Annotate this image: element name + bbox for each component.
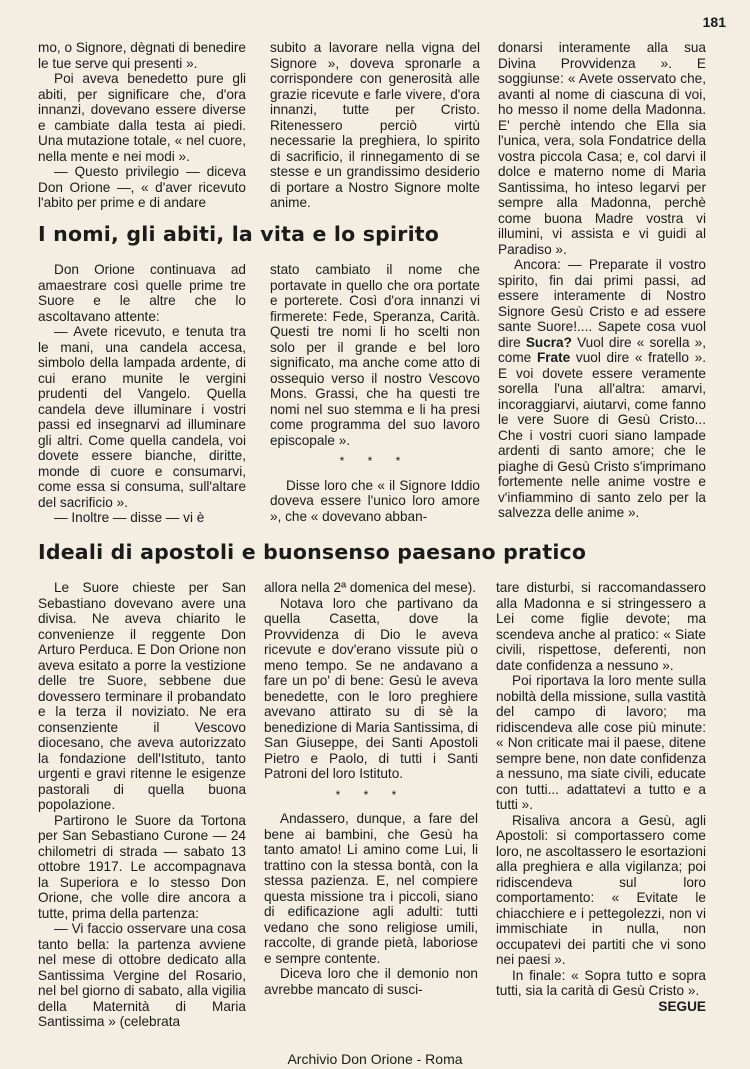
paragraph: Diceva loro che il demonio non avrebbe mancato di susci- <box>264 966 478 997</box>
paragraph <box>498 257 706 521</box>
text-run: Ancora: — Preparate il vostro spirito, fin dai primi passi, ad essere interamente di Nostro Signore Gesù Cristo e ad essere sante Suore!.... Sapete cosa vuol dire <box>498 257 706 350</box>
paragraph: allora nella 2ª domenica del mese). <box>264 580 477 595</box>
section-separator: * * * <box>335 787 407 802</box>
footer-text: Archivio Don Orione - Roma <box>283 1051 466 1067</box>
section-1-column-1 <box>38 262 246 525</box>
paragraph: — Inoltre — disse — vi è <box>54 510 205 525</box>
text-run: vuol dire « fratello ». E voi dovete essere veramente sorella l'una all'altra: amarvi, incoraggiarvi, aiutarvi, come fanno le vere Suore di Gesù Cristo... Che i vostri cuori siano lampade ardenti di santo amore; che le piaghe di Gesù Cristo s'imprimano fortemente nelle anime vostre e v'infiammino di santo zelo per la salvezza delle anime ». <box>498 350 706 520</box>
paragraph: — Avete ricevuto, e tenuta tra le mani, una candela accesa, simbolo della lampada ardente, di cui erano munite le vergini prudenti del Vangelo. Quella candela deve illuminare i vostri passi ed insegnarvi ad illuminare gli altri. Come quella candela, voi dovete essere bianche, diritte, monde di cuore e consumarvi, come essa si consuma, sull'altare del sacrificio ». <box>38 324 246 510</box>
paragraph: Poi riportava la loro mente sulla nobiltà della missione, sulla vastità del campo di lavoro; ma ridiscendeva alle cose più minute: « Non criticate mai il paese, ditene sempre bene, non date confidenza a nessuno, ma siate civili, educate con tutti... adattatevi a tutto e a tutti ». <box>496 673 706 812</box>
paragraph: Disse loro che « il Signore Iddio doveva essere l'unico loro amore », che « dovevano abban- <box>270 477 480 524</box>
paragraph: Poi aveva benedetto pure gli abiti, per significare che, d'ora innanzi, dovevano essere diverse e cambiate dalla testa ai piedi. Una mutazione totale, « nel cuore, nella mente e nei modi ». <box>38 71 246 164</box>
paragraph: Le Suore chieste per San Sebastiano dovevano avere una divisa. Ne aveva chiarito le convenienze il reggente Don Arturo Perduca. E Don Orione non aveva esitato a porre la vestizione delle tre Suore, sebbene due dovessero terminare il probandato e la terza il noviziato. Ne era consenziente il Vescovo diocesano, che aveva autorizzato la fondazione dell'Istituto, tanto urgenti e gravi ritenne le esigenze pastorali di quella buona popolazione. <box>38 580 246 812</box>
top-column-2 <box>270 40 480 210</box>
paragraph: In finale: « Sopra tutto e sopra tutti, sia la carità di Gesù Cristo ». <box>496 967 706 998</box>
paragraph: tare disturbi, si raccomandassero alla Madonna e si stringessero a Lei come figlie devote; ma scendeva anche al pratico: « Siate civili, rispettose, deferenti, non date confidenza a nessuno ». <box>496 580 706 673</box>
continued-marker: SEGUE <box>658 998 706 1014</box>
paragraph: subito a lavorare nella vigna del Signore », doveva spronarle a corrispondere con generosità alle grazie ricevute e farle vivere, d'ora innanzi, tutte per Cristo. Ritenessero perciò virtù necessarie la preghiera, lo spirito di sacrificio, il rinnegamento di se stesse e un grandissimo desiderio di portare a Nostro Signore molte anime. <box>270 40 480 210</box>
paragraph: donarsi interamente alla sua Divina Provvidenza ». E soggiunse: « Avete osservato che, avanti al nome di ciascuna di voi, ho messo il nome della Madonna. E' perchè intendo che Ella sia l'unica, vera, sola Fondatrice della vostra piccola Casa; e, col darvi il dolce e materno nome di Maria Santissima, ho inteso legarvi per sempre alla Madonna, perchè come buona Madre vostra vi illumini, vi assista e vi guidi al Paradiso ». <box>498 40 706 257</box>
section-1-column-2 <box>270 262 480 524</box>
bold-word: Frate <box>536 350 571 365</box>
paragraph: Andassero, dunque, a fare del bene ai bambini, che Gesù ha tanto amato! Li amino come Lui, li trattino con la stessa bontà, con la stessa pazienza. E, nel compiere questa missione tra i piccoli, siano di edificazione agli adulti: tutti vedano che sono religiose umili, raccolte, di grande pietà, laboriose e sempre contente. <box>264 811 478 966</box>
paragraph: stato cambiato il nome che portavate in quello che ora portate e porterete. Così d'ora innanzi vi firmerete: Fede, Speranza, Carità. Questi tre nomi li ho scelti non solo per il grande e bel loro significato, ma anche come atto di ossequio verso il nostro Vescovo Mons. Grassi, che ha questi tre nomi nel suo stemma e li ha presi come programma del suo lavoro episcopale ». <box>270 262 480 448</box>
section-1-title: I nomi, gli abiti, la vita e lo spirito <box>38 222 440 246</box>
paragraph: Notava loro che partivano da quella Casetta, dove la Provvidenza di Dio le aveva ricevute e dov'erano vissute più o meno tempo. Se ne andavano a fare un po' di bene: Gesù le aveva benedette, con le loro preghiere avevano attirato su di sè la benedizione di Maria Santissima, di San Giuseppe, dei Santi Apostoli Pietro e Paolo, di tutti i Santi Patroni del loro Istituto. <box>264 595 478 781</box>
text-run: Vuol dire « sorella », come <box>498 334 706 365</box>
section-separator: * * * <box>339 454 411 468</box>
paragraph: Risaliva ancora a Gesù, agli Apostoli: si comportassero come loro, ne ascoltassero le esortazioni alla preghiera e alla vigilanza; poi ridiscendeva sul loro comportamento: « Evitate le chiacchiere e i pettegolezzi, non vi immischiate in nulla, non occupatevi dei partiti che vi sono nei paesi ». <box>496 812 706 967</box>
top-column-1 <box>38 40 246 210</box>
bold-word: Sucra? <box>525 334 572 350</box>
paragraph: mo, o Signore, dègnati di benedire le tue serve qui presenti ». <box>38 40 246 71</box>
section-2-column-2 <box>264 580 478 1020</box>
section-2-column-1 <box>38 580 246 1029</box>
column-3-upper <box>498 40 706 520</box>
page-number: 181 <box>702 14 726 30</box>
paragraph: — Questo privilegio — diceva Don Orione —, « d'aver ricevuto l'abito per prime e di andare <box>38 164 246 210</box>
archive-footer <box>0 1051 750 1067</box>
paragraph: — Vi faccio osservare una cosa tanto bella: la partenza avviene nel mese di ottobre dedicato alla Santissima Vergine del Rosario, nel bel giorno di sabato, alla vigilia della Maternità di Maria Santissima » (celebrata <box>38 921 246 1029</box>
section-2-column-3 <box>496 580 706 1020</box>
paragraph: Don Orione continuava ad amaestrare così quelle prime tre Suore e le altre che lo ascoltavano attente: <box>38 262 246 324</box>
section-2-title: Ideali di apostoli e buonsenso paesano pratico <box>38 540 587 564</box>
paragraph: Partirono le Suore da Tortona per San Sebastiano Curone — 24 chilometri di strada — sabato 13 ottobre 1917. Le accompagnava la Superiora e lo stesso Don Orione, che volle dire ancora a tutte, prima della partenza: <box>38 812 246 921</box>
